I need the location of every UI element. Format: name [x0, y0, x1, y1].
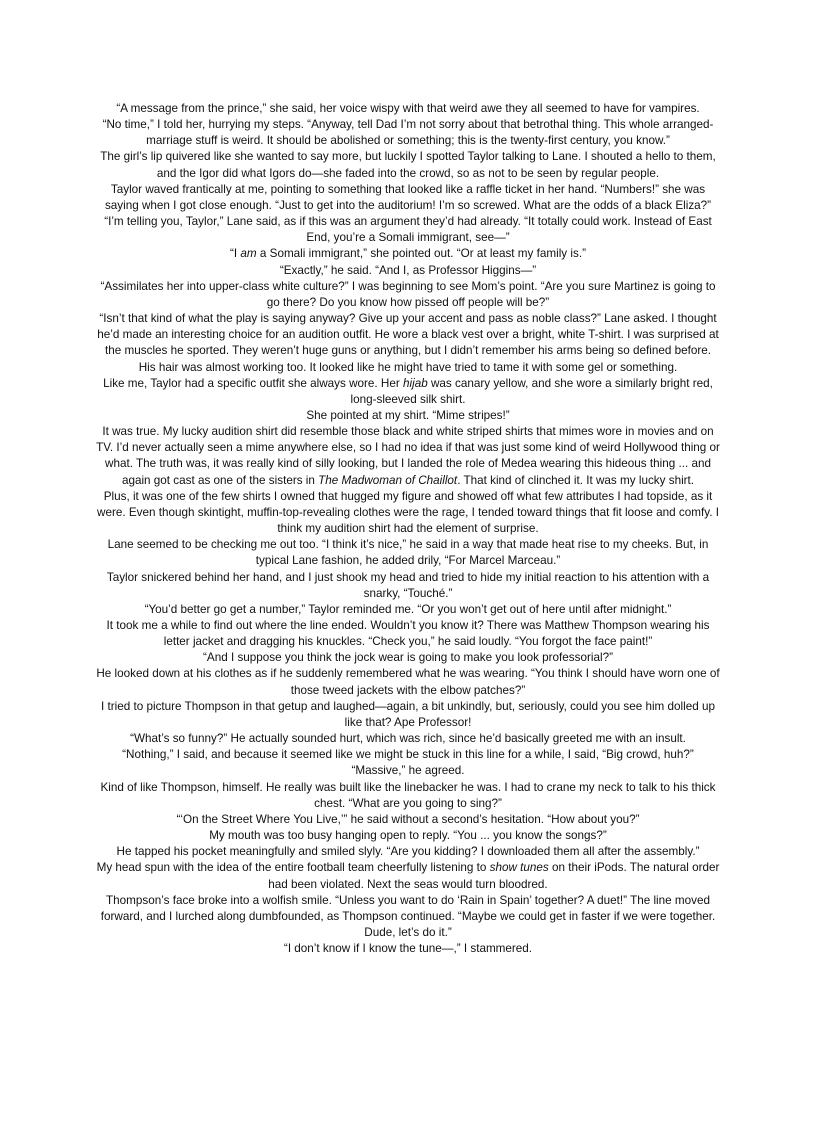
- emphasis: The Madwoman of Chaillot: [318, 473, 458, 487]
- paragraph: He tapped his pocket meaningfully and smiled slyly. “Are you kidding? I downloaded them all after the assembly.”: [116, 845, 700, 859]
- paragraph: “I don’t know if I know the tune—,” I stammered.: [283, 942, 533, 956]
- paragraph: She pointed at my shirt. “Mime stripes!”: [306, 408, 510, 422]
- paragraph: Like me, Taylor had a specific outfit she always wore. Her hijab was canary yellow, and she wore a similarly bright red, long-sleeved silk shirt.: [103, 376, 713, 406]
- paragraph: “What’s so funny?” He actually sounded hurt, which was rich, since he’d basically greeted me with an insult.: [130, 732, 686, 746]
- paragraph: “I am a Somali immigrant,” she pointed out. “Or at least my family is.”: [230, 247, 586, 261]
- paragraph: “Assimilates her into upper-class white culture?” I was beginning to see Mom’s point. “Are you sure Martinez is going to go there? Do you know how pissed off people will be?”: [100, 279, 716, 309]
- emphasis: hijab: [403, 376, 428, 390]
- paragraph: “Exactly,” he said. “And I, as Professor Higgins—”: [279, 263, 537, 277]
- paragraph: I tried to picture Thompson in that getup and laughed—again, a bit unkindly, but, seriously, could you see him dolled up like that? Ape Professor!: [101, 699, 715, 729]
- paragraph: My head spun with the idea of the entire football team cheerfully listening to show tunes on their iPods. The natural order had been violated. Next the seas would turn bloodred.: [96, 861, 720, 891]
- paragraph: Taylor waved frantically at me, pointing to something that looked like a raffle ticket in her hand. “Numbers!” she was saying when I got close enough. “Just to get into the auditorium! I’m so screwed. What are the odds of a black Eliza?”: [104, 182, 712, 212]
- emphasis: show tunes: [489, 861, 549, 875]
- paragraph: “Massive,” he agreed.: [351, 764, 465, 778]
- paragraph: “You’d better go get a number,” Taylor reminded me. “Or you won’t get out of here until after midnight.”: [144, 602, 672, 616]
- emphasis: am: [240, 247, 257, 261]
- paragraph: “I’m telling you, Taylor,” Lane said, as if this was an argument they’d had already. “It totally could work. Instead of East End, you’re a Somali immigrant, see—”: [104, 215, 712, 245]
- paragraph: The girl’s lip quivered like she wanted to say more, but luckily I spotted Taylor talking to Lane. I shouted a hello to them, and the Igor did what Igors do—she faded into the crowd, so as not to be seen by regular people.: [100, 150, 716, 180]
- paragraph: My mouth was too busy hanging open to reply. “You ... you know the songs?”: [209, 829, 607, 843]
- paragraph: It was true. My lucky audition shirt did resemble those black and white striped shirts that mimes wore in movies and on TV. I’d never actually seen a mime anywhere else, so I had no idea if that was just some kind of weird Hollywood thing or what. The truth was, it was really kind of silly looking, but I landed the role of Medea wearing this hideous thing ... and again got cast as one of the sisters in The Madwoman of Chaillot. That kind of clinched it. It was my lucky shirt.: [96, 425, 720, 487]
- paragraph: It took me a while to find out where the line ended. Wouldn’t you know it? There was Matthew Thompson wearing his letter jacket and dragging his knuckles. “Check you,” he said loudly. “You forgot the face paint!”: [106, 619, 710, 649]
- paragraph: “And I suppose you think the jock wear is going to make you look professorial?”: [203, 651, 613, 665]
- paragraph: Taylor snickered behind her hand, and I just shook my head and tried to hide my initial reaction to his attention with a snarky, “Touché.”: [106, 570, 710, 600]
- paragraph: Kind of like Thompson, himself. He really was built like the linebacker he was. I had to crane my neck to talk to his thick chest. “What are you going to sing?”: [100, 780, 716, 810]
- paragraph: Thompson’s face broke into a wolfish smile. “Unless you want to do ‘Rain in Spain’ together? A duet!” The line moved forward, and I lurched along dumbfounded, as Thompson continued. “Maybe we could get in faster if we were together. Dude, let’s do it.”: [100, 893, 716, 939]
- paragraph: Plus, it was one of the few shirts I owned that hugged my figure and showed off what few attributes I had topside, as it were. Even though skintight, muffin-top-revealing clothes were the rage, I tended toward things that fit loose and comfy. I think my audition shirt had the element of surprise.: [97, 489, 719, 536]
- paragraph: “Nothing,” I said, and because it seemed like we might be stuck in this line for a while, I said, “Big crowd, huh?”: [122, 748, 694, 762]
- body-text: [96, 101, 720, 957]
- paragraph: “No time,” I told her, hurrying my steps. “Anyway, tell Dad I’m not sorry about that betrothal thing. This whole arranged-marriage stuff is weird. It should be abolished or something; this is the twenty-first century, you know.”: [102, 118, 714, 148]
- paragraph: He looked down at his clothes as if he suddenly remembered what he was wearing. “You think I should have worn one of those tweed jackets with the elbow patches?”: [96, 667, 720, 697]
- paragraph: “A message from the prince,” she said, her voice wispy with that weird awe they all seemed to have for vampires.: [116, 102, 700, 115]
- paragraph: “‘On the Street Where You Live,’” he said without a second’s hesitation. “How about you?”: [176, 812, 640, 826]
- paragraph: Lane seemed to be checking me out too. “I think it’s nice,” he said in a way that made heat rise to my cheeks. But, in typical Lane fashion, he added drily, “For Marcel Marceau.”: [107, 538, 709, 568]
- paragraph: “Isn’t that kind of what the play is saying anyway? Give up your accent and pass as noble class?” Lane asked. I thought he’d made an interesting choice for an audition outfit. He wore a black vest over a bright, white T-shirt. I was surprised at the muscles he sported. They weren’t huge guns or anything, but I didn’t remember his arms being so defined before. His hair was almost working too. It looked like he might have tried to tame it with some gel or something.: [97, 312, 719, 374]
